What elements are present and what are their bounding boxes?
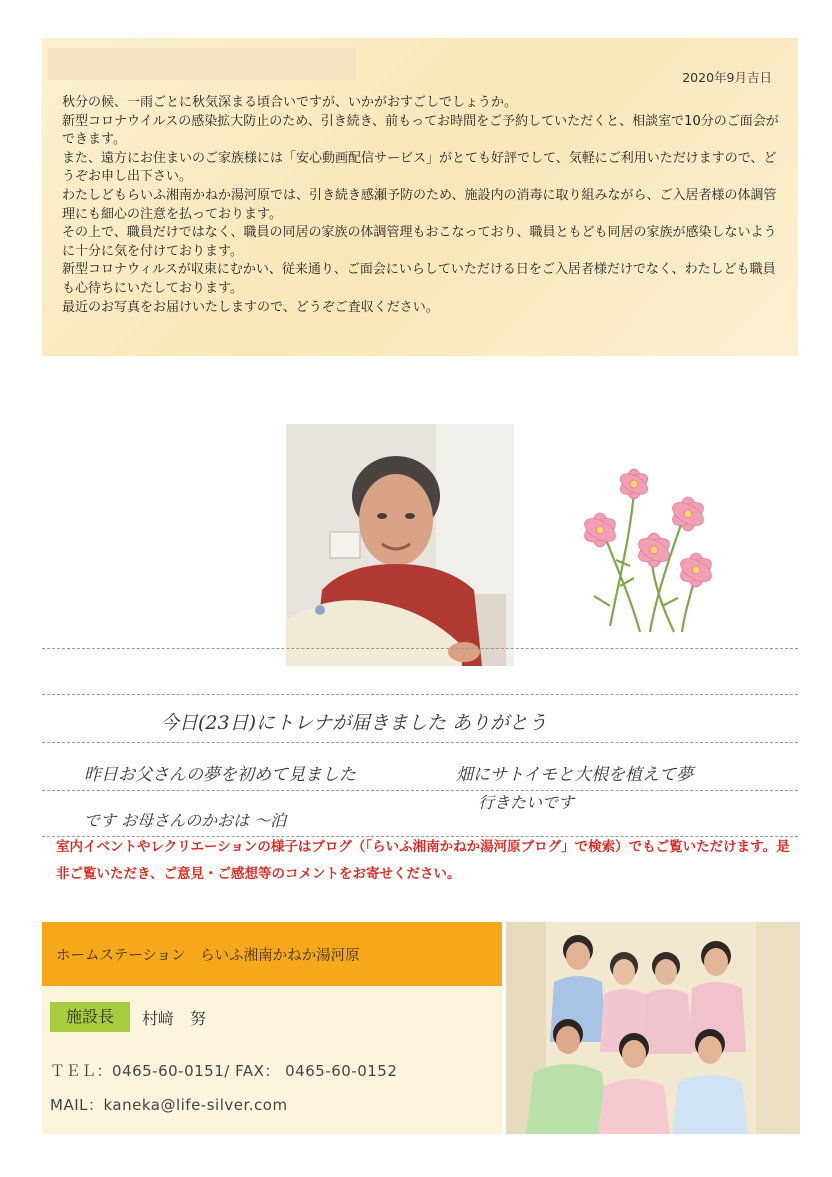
letter-paragraph: わたしどもらいふ湘南かねか湯河原では、引き続き感瀬予防のため、施設内の消毒に取り組みながら、ご入居者様の体調管理にも細心の注意を払っております。 (62, 187, 777, 222)
blog-note: 室内イベントやレクリエーションの様子はブログ（「らいふ湘南かねか湯河原ブログ」で検索）でもご覧いただけます。是非ご覧いただき、ご意見・ご感想等のコメントをお寄せください。 (56, 839, 790, 882)
dashed-line (42, 694, 798, 695)
handwritten-line-2a: 昨日お父さんの夢を初めて見ました (84, 765, 356, 785)
letter-paragraph: 新型コロナウイルスの感染拡大防止のため、引き続き、前もってお時間をご予約していただくと、相談室で10分のご面会ができます。 (62, 113, 779, 148)
letter-body (62, 94, 784, 317)
letter-paragraph: 新型コロナウィルスが収束にむかい、従来通り、ご面会にいらしていただける日をご入居者様だけでなく、わたしども職員も心待ちにいたしております。 (62, 262, 776, 296)
handwritten-line-1: 今日(23日)にトレナが届きました ありがとう (160, 712, 548, 734)
contact-tel-fax: ＴＥＬ：0465-60-0151/ FAX： 0465-60-0152 (50, 1062, 398, 1080)
staff-group-photo-image (506, 922, 800, 1134)
staff-group-photo (506, 922, 800, 1134)
director-label: 施設長 (50, 1002, 130, 1032)
letter-date: 2020年9月吉日 (682, 70, 772, 85)
letter-paragraph: その上で、職員だけではなく、職員の同居の家族の体調管理もおこなっており、職員ともども同居の家族が感染しないように十分に気を付けております。 (62, 225, 777, 259)
letter-paragraph: また、遠方にお住まいのご家族様には「安心動画配信サービス」がとても好評でして、気軽にご利用いただけますので、どうぞお申し出下さい。 (62, 150, 777, 185)
dashed-line (42, 648, 798, 649)
cosmos-flower-icon (570, 456, 730, 636)
handwritten-line-2b: 畑にサトイモと大根を植えて夢 (456, 765, 694, 785)
handwritten-line-3a: です お母さんのかおは ～泊 (84, 811, 287, 830)
letter-paragraph: 最近のお写真をお届けいたしますので、どうぞご査収ください。 (62, 299, 439, 315)
contact-panel (42, 986, 502, 1134)
resident-photo (286, 424, 514, 666)
resident-photo-image (286, 424, 514, 666)
facility-bar (42, 922, 502, 986)
dashed-line (42, 790, 798, 791)
handwritten-line-3b: 行きたいです (478, 793, 575, 812)
letter-box (42, 38, 798, 356)
contact-mail[interactable]: MAIL：kaneka@life-silver.com (50, 1096, 288, 1114)
dashed-line (42, 742, 798, 743)
letter-paragraph: 秋分の候、一雨ごとに秋気深まる頃合いですが、いかがおすごしでしょうか。 (62, 95, 518, 110)
facility-name: ホームステーション らいふ湘南かねか湯河原 (56, 948, 360, 964)
redacted-area (48, 48, 356, 80)
director-name: 村﨑 努 (142, 1009, 207, 1028)
